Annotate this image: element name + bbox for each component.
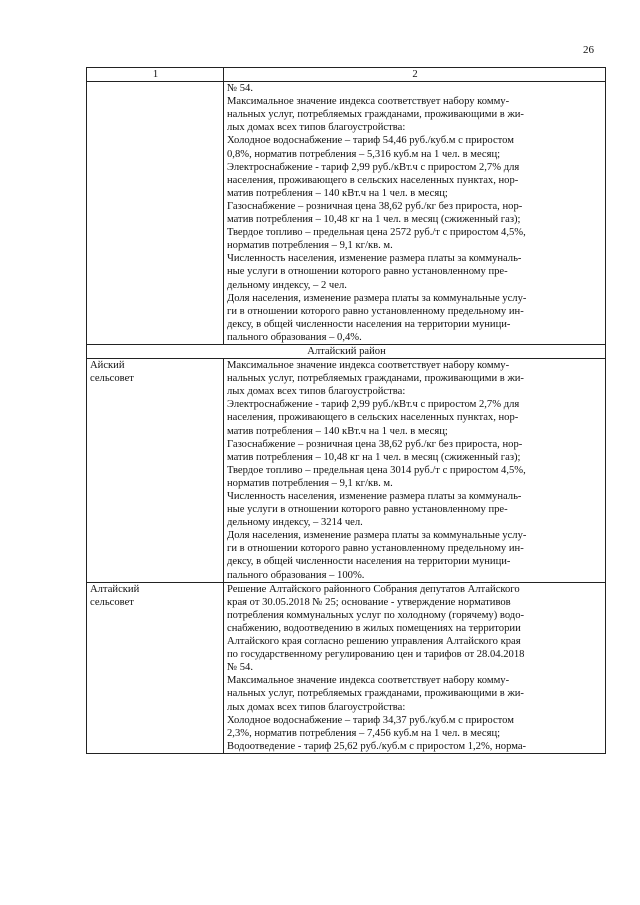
description-line: Твердое топливо – предельная цена 3014 руб./т с приростом 4,5%, — [227, 464, 526, 476]
description-line: по государственному регулированию цен и тарифов от 28.04.2018 — [227, 649, 525, 661]
description-line: ные услуги в отношении которого равно установленному пре- — [227, 266, 508, 278]
region-row — [87, 344, 606, 358]
description-line: пального образования – 100%. — [227, 569, 365, 581]
description-line: ги в отношении которого равно установленному предельному ин- — [227, 305, 524, 317]
description-line: лых домах всех типов благоустройства: — [227, 122, 406, 134]
description-line: дексу, в общей численности населения на территории муници- — [227, 556, 511, 568]
settlement-name-cell — [87, 582, 224, 753]
table-row — [87, 82, 606, 345]
table-row — [87, 582, 606, 753]
description-line: № 54. — [227, 83, 253, 95]
description-line: дельному индексу, – 3214 чел. — [227, 517, 363, 529]
description-line: Газоснабжение – розничная цена 38,62 руб./кг без прироста, нор- — [227, 438, 523, 450]
page-number: 26 — [583, 44, 594, 56]
tariff-table — [86, 67, 606, 754]
tariff-description-cell — [224, 82, 606, 345]
description-line: Твердое топливо – предельная цена 2572 руб./т с приростом 4,5%, — [227, 227, 526, 239]
description-line: матив потребления – 10,48 кг на 1 чел. в месяц (сжиженный газ); — [227, 451, 521, 463]
tariff-description-cell — [224, 582, 606, 753]
description-line: Электроснабжение - тариф 2,99 руб./кВт.ч с приростом 2,7% для — [227, 161, 520, 173]
settlement-name-line: сельсовет — [90, 596, 134, 608]
description-line: матив потребления – 140 кВт.ч на 1 чел. в месяц; — [227, 425, 448, 437]
column-header-2: 2 — [224, 68, 606, 82]
description-line: пального образования – 0,4%. — [227, 331, 362, 343]
description-line: Алтайского края согласно решению управления Алтайского края — [227, 636, 521, 648]
description-line: ги в отношении которого равно установленному предельному ин- — [227, 543, 524, 555]
description-line: лых домах всех типов благоустройства: — [227, 386, 406, 398]
description-line: Решение Алтайского районного Собрания депутатов Алтайского — [227, 583, 520, 595]
description-line: нальных услуг, потребляемых гражданами, проживающими в жи- — [227, 109, 524, 121]
description-line: Максимальное значение индекса соответствует набору комму- — [227, 360, 510, 372]
description-line: дексу, в общей численности населения на территории муници- — [227, 318, 511, 330]
description-line: норматив потребления – 9,1 кг/кв. м. — [227, 240, 393, 252]
description-line: Холодное водоснабжение – тариф 54,46 руб./куб.м с приростом — [227, 135, 514, 147]
description-line: Газоснабжение – розничная цена 38,62 руб./кг без прироста, нор- — [227, 200, 523, 212]
description-line: Численность населения, изменение размера платы за коммуналь- — [227, 491, 522, 502]
description-line: ные услуги в отношении которого равно установленному пре- — [227, 504, 508, 516]
description-line: Максимальное значение индекса соответствует набору комму- — [227, 96, 510, 108]
settlement-name-line: сельсовет — [90, 373, 134, 385]
table-row — [87, 359, 606, 583]
description-line: нальных услуг, потребляемых гражданами, проживающими в жи- — [227, 373, 524, 385]
description-line: снабжению, водоотведению в жилых помещениях на территории — [227, 622, 521, 634]
settlement-name-cell — [87, 82, 224, 345]
description-line: края от 30.05.2018 № 25; основание - утверждение нормативов — [227, 596, 511, 608]
description-line: Водоотведение - тариф 25,62 руб./куб.м с приростом 1,2%, норма- — [227, 740, 527, 752]
description-line: населения, проживающего в сельских населенных пунктах, нор- — [227, 412, 519, 424]
description-line: Холодное водоснабжение – тариф 34,37 руб./куб.м с приростом — [227, 714, 514, 726]
region-heading: Алтайский район — [87, 344, 606, 358]
description-line: нальных услуг, потребляемых гражданами, проживающими в жи- — [227, 688, 524, 700]
description-line: норматив потребления – 9,1 кг/кв. м. — [227, 477, 393, 489]
table-header-row — [87, 68, 606, 82]
column-header-1: 1 — [87, 68, 224, 82]
tariff-description-cell — [224, 359, 606, 583]
description-line: Доля населения, изменение размера платы за коммунальные услу- — [227, 530, 527, 542]
settlement-name-line: Айский — [90, 360, 125, 372]
settlement-name-line: Алтайский — [90, 583, 140, 595]
settlement-name-cell — [87, 359, 224, 583]
description-line: 2,3%, норматив потребления – 7,456 куб.м на 1 чел. в месяц; — [227, 727, 501, 739]
description-line: потребления коммунальных услуг по холодному (горячему) водо- — [227, 609, 525, 621]
description-line: № 54. — [227, 662, 253, 674]
description-line: Численность населения, изменение размера платы за коммуналь- — [227, 253, 522, 265]
description-line: населения, проживающего в сельских населенных пунктах, нор- — [227, 174, 519, 186]
description-line: дельному индексу, – 2 чел. — [227, 279, 347, 291]
description-line: лых домах всех типов благоустройства: — [227, 701, 406, 713]
description-line: Электроснабжение - тариф 2,99 руб./кВт.ч с приростом 2,7% для — [227, 399, 520, 411]
description-line: 0,8%, норматив потребления – 5,316 куб.м на 1 чел. в месяц; — [227, 148, 501, 160]
description-line: матив потребления – 10,48 кг на 1 чел. в месяц (сжиженный газ); — [227, 214, 521, 226]
description-line: Максимальное значение индекса соответствует набору комму- — [227, 675, 510, 687]
description-line: Доля населения, изменение размера платы за коммунальные услу- — [227, 292, 527, 304]
description-line: матив потребления – 140 кВт.ч на 1 чел. в месяц; — [227, 187, 448, 199]
